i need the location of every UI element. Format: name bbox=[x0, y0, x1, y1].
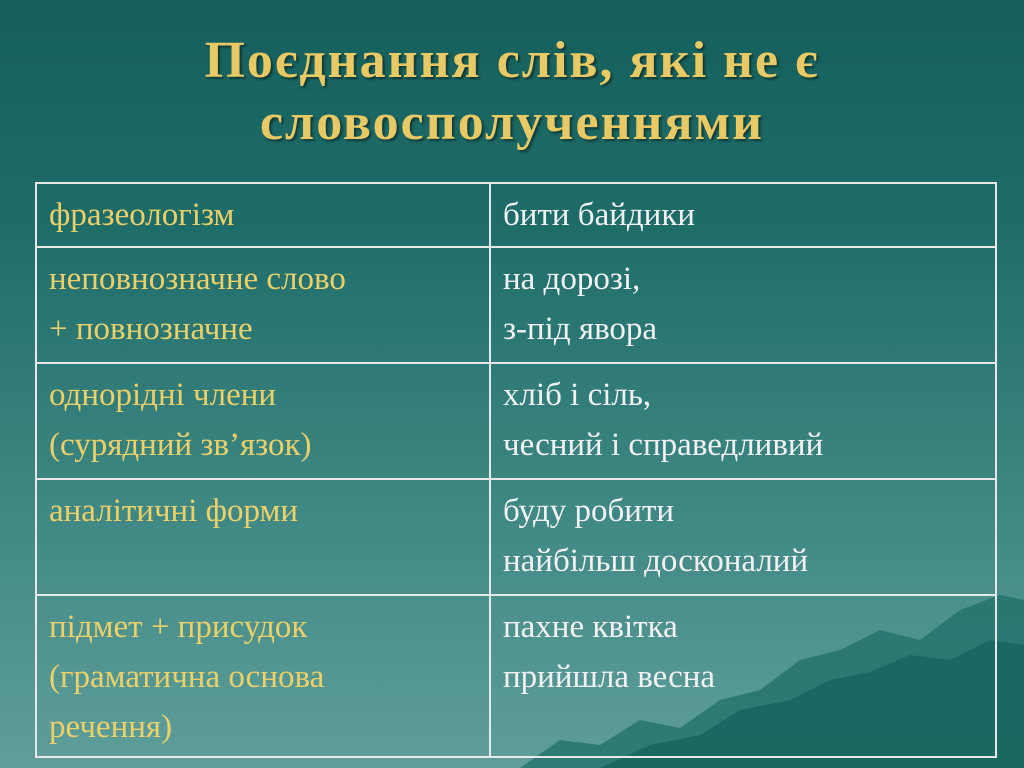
table-cell-category bbox=[36, 247, 490, 363]
cell-text-line: чесний і справедливий bbox=[503, 427, 824, 463]
cell-text-line: (граматична основа bbox=[49, 659, 325, 695]
table-cell-category bbox=[36, 479, 490, 595]
table-cell-example bbox=[490, 183, 996, 247]
cell-text-line: (сурядний зв’язок) bbox=[49, 427, 312, 463]
slide-title-line-2: словосполученнями bbox=[259, 94, 765, 151]
table-row bbox=[36, 247, 996, 363]
cell-text-line: речення) bbox=[49, 709, 173, 745]
cell-text-line: пахне квітка bbox=[503, 609, 678, 645]
cell-text-line: з-під явора bbox=[503, 311, 658, 347]
table-row bbox=[36, 595, 996, 757]
table-row bbox=[36, 363, 996, 479]
table-cell-example bbox=[490, 479, 996, 595]
cell-text-line: хліб і сіль, bbox=[503, 377, 652, 413]
table-cell-example bbox=[490, 363, 996, 479]
slide-title bbox=[0, 30, 1024, 154]
cell-text-line: підмет + присудок bbox=[49, 609, 308, 645]
cell-text-line: фразеологізм bbox=[49, 197, 235, 233]
table-cell-example bbox=[490, 247, 996, 363]
cell-text-line: однорідні члени bbox=[49, 377, 277, 413]
table-row bbox=[36, 183, 996, 247]
cell-text-line: на дорозі, bbox=[503, 261, 641, 297]
table-cell-category bbox=[36, 183, 490, 247]
table-cell-category bbox=[36, 595, 490, 757]
table-row bbox=[36, 479, 996, 595]
cell-text-line: бити байдики bbox=[503, 197, 696, 233]
cell-text-line: неповнозначне слово bbox=[49, 261, 346, 297]
cell-text-line: + повнозначне bbox=[49, 311, 253, 347]
cell-text-line: прийшла весна bbox=[503, 659, 716, 695]
slide-title-line-1: Поєднання слів, які не є bbox=[204, 32, 820, 89]
cell-text-line: буду робити bbox=[503, 493, 675, 529]
table-cell-category bbox=[36, 363, 490, 479]
cell-text-line: найбільш досконалий bbox=[503, 543, 809, 579]
word-combinations-table bbox=[35, 182, 997, 758]
table-cell-example bbox=[490, 595, 996, 757]
cell-text-line: аналітичні форми bbox=[49, 493, 299, 529]
